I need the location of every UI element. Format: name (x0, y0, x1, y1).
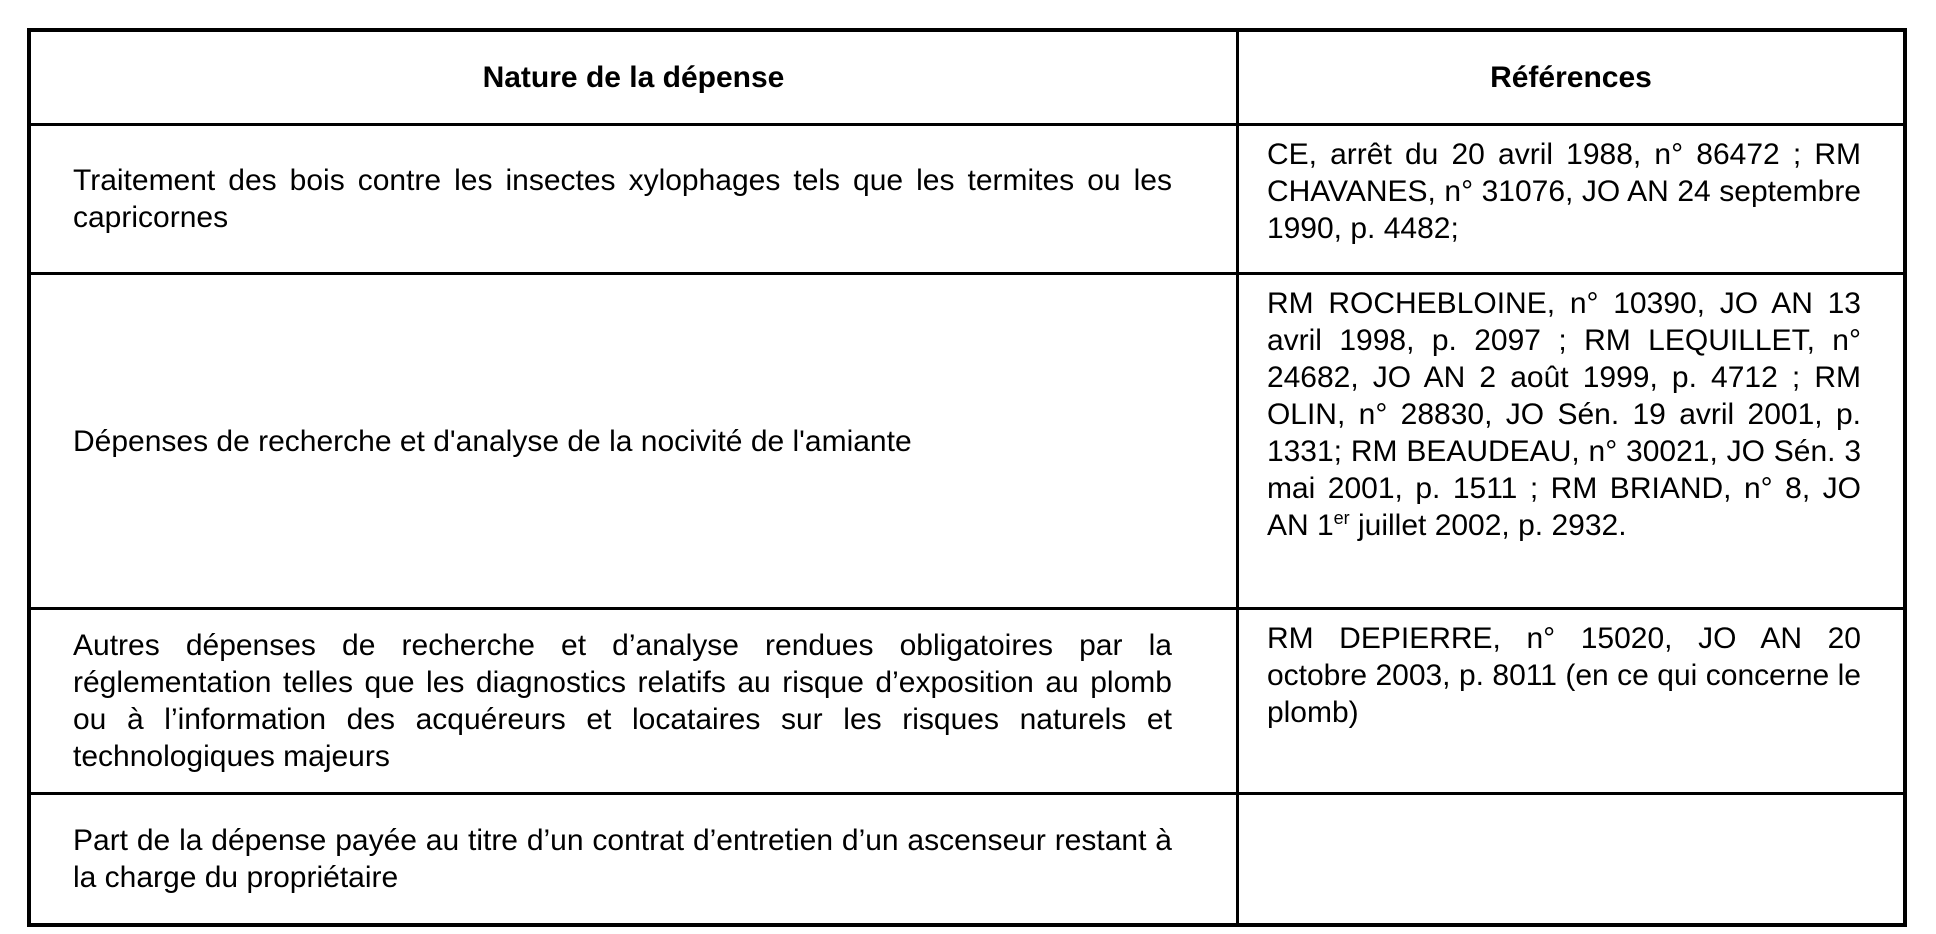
table-row (29, 125, 1905, 274)
table-header-row (29, 30, 1905, 125)
cell-nature: Dépenses de recherche et d'analyse de la nocivité de l'amiante (29, 274, 1237, 609)
expenses-table (27, 28, 1907, 927)
cell-references (1237, 274, 1905, 609)
header-references: Références (1237, 30, 1905, 125)
table-row (29, 794, 1905, 926)
cell-references: CE, arrêt du 20 avril 1988, n° 86472 ; RM CHAVANES, n° 31076, JO AN 24 septembre 1990, p. 4482; (1237, 125, 1905, 274)
header-nature: Nature de la dépense (29, 30, 1237, 125)
cell-nature: Part de la dépense payée au titre d’un contrat d’entretien d’un ascenseur restant à la charge du propriétaire (29, 794, 1237, 926)
references-text: RM ROCHEBLOINE, n° 10390, JO AN 13 avril 1998, p. 2097 ; RM LEQUILLET, n° 24682, JO AN 2 août 1999, p. 4712 ; RM OLIN, n° 28830, JO Sén. 19 avril 2001, p. 1331; RM BEAUDEAU, n° 30021, JO Sén. 3 mai 2001, p. 1511 ; RM BRIAND, n° 8, JO AN 1 (1266, 287, 1861, 542)
cell-nature: Traitement des bois contre les insectes xylophages tels que les termites ou les capricornes (29, 125, 1237, 274)
table-row (29, 609, 1905, 794)
superscript-er: er (1333, 508, 1350, 528)
cell-references: RM DEPIERRE, n° 15020, JO AN 20 octobre 2003, p. 8011 (en ce qui concerne le plomb) (1237, 609, 1905, 794)
references-text-end: juillet 2002, p. 2932. (1349, 509, 1627, 542)
table-row (29, 274, 1905, 609)
cell-references (1237, 794, 1905, 926)
cell-nature: Autres dépenses de recherche et d’analyse rendues obligatoires par la réglementation telles que les diagnostics relatifs au risque d’exposition au plomb ou à l’information des acquéreurs et locataires sur les risques naturels et technologiques majeurs (29, 609, 1237, 794)
